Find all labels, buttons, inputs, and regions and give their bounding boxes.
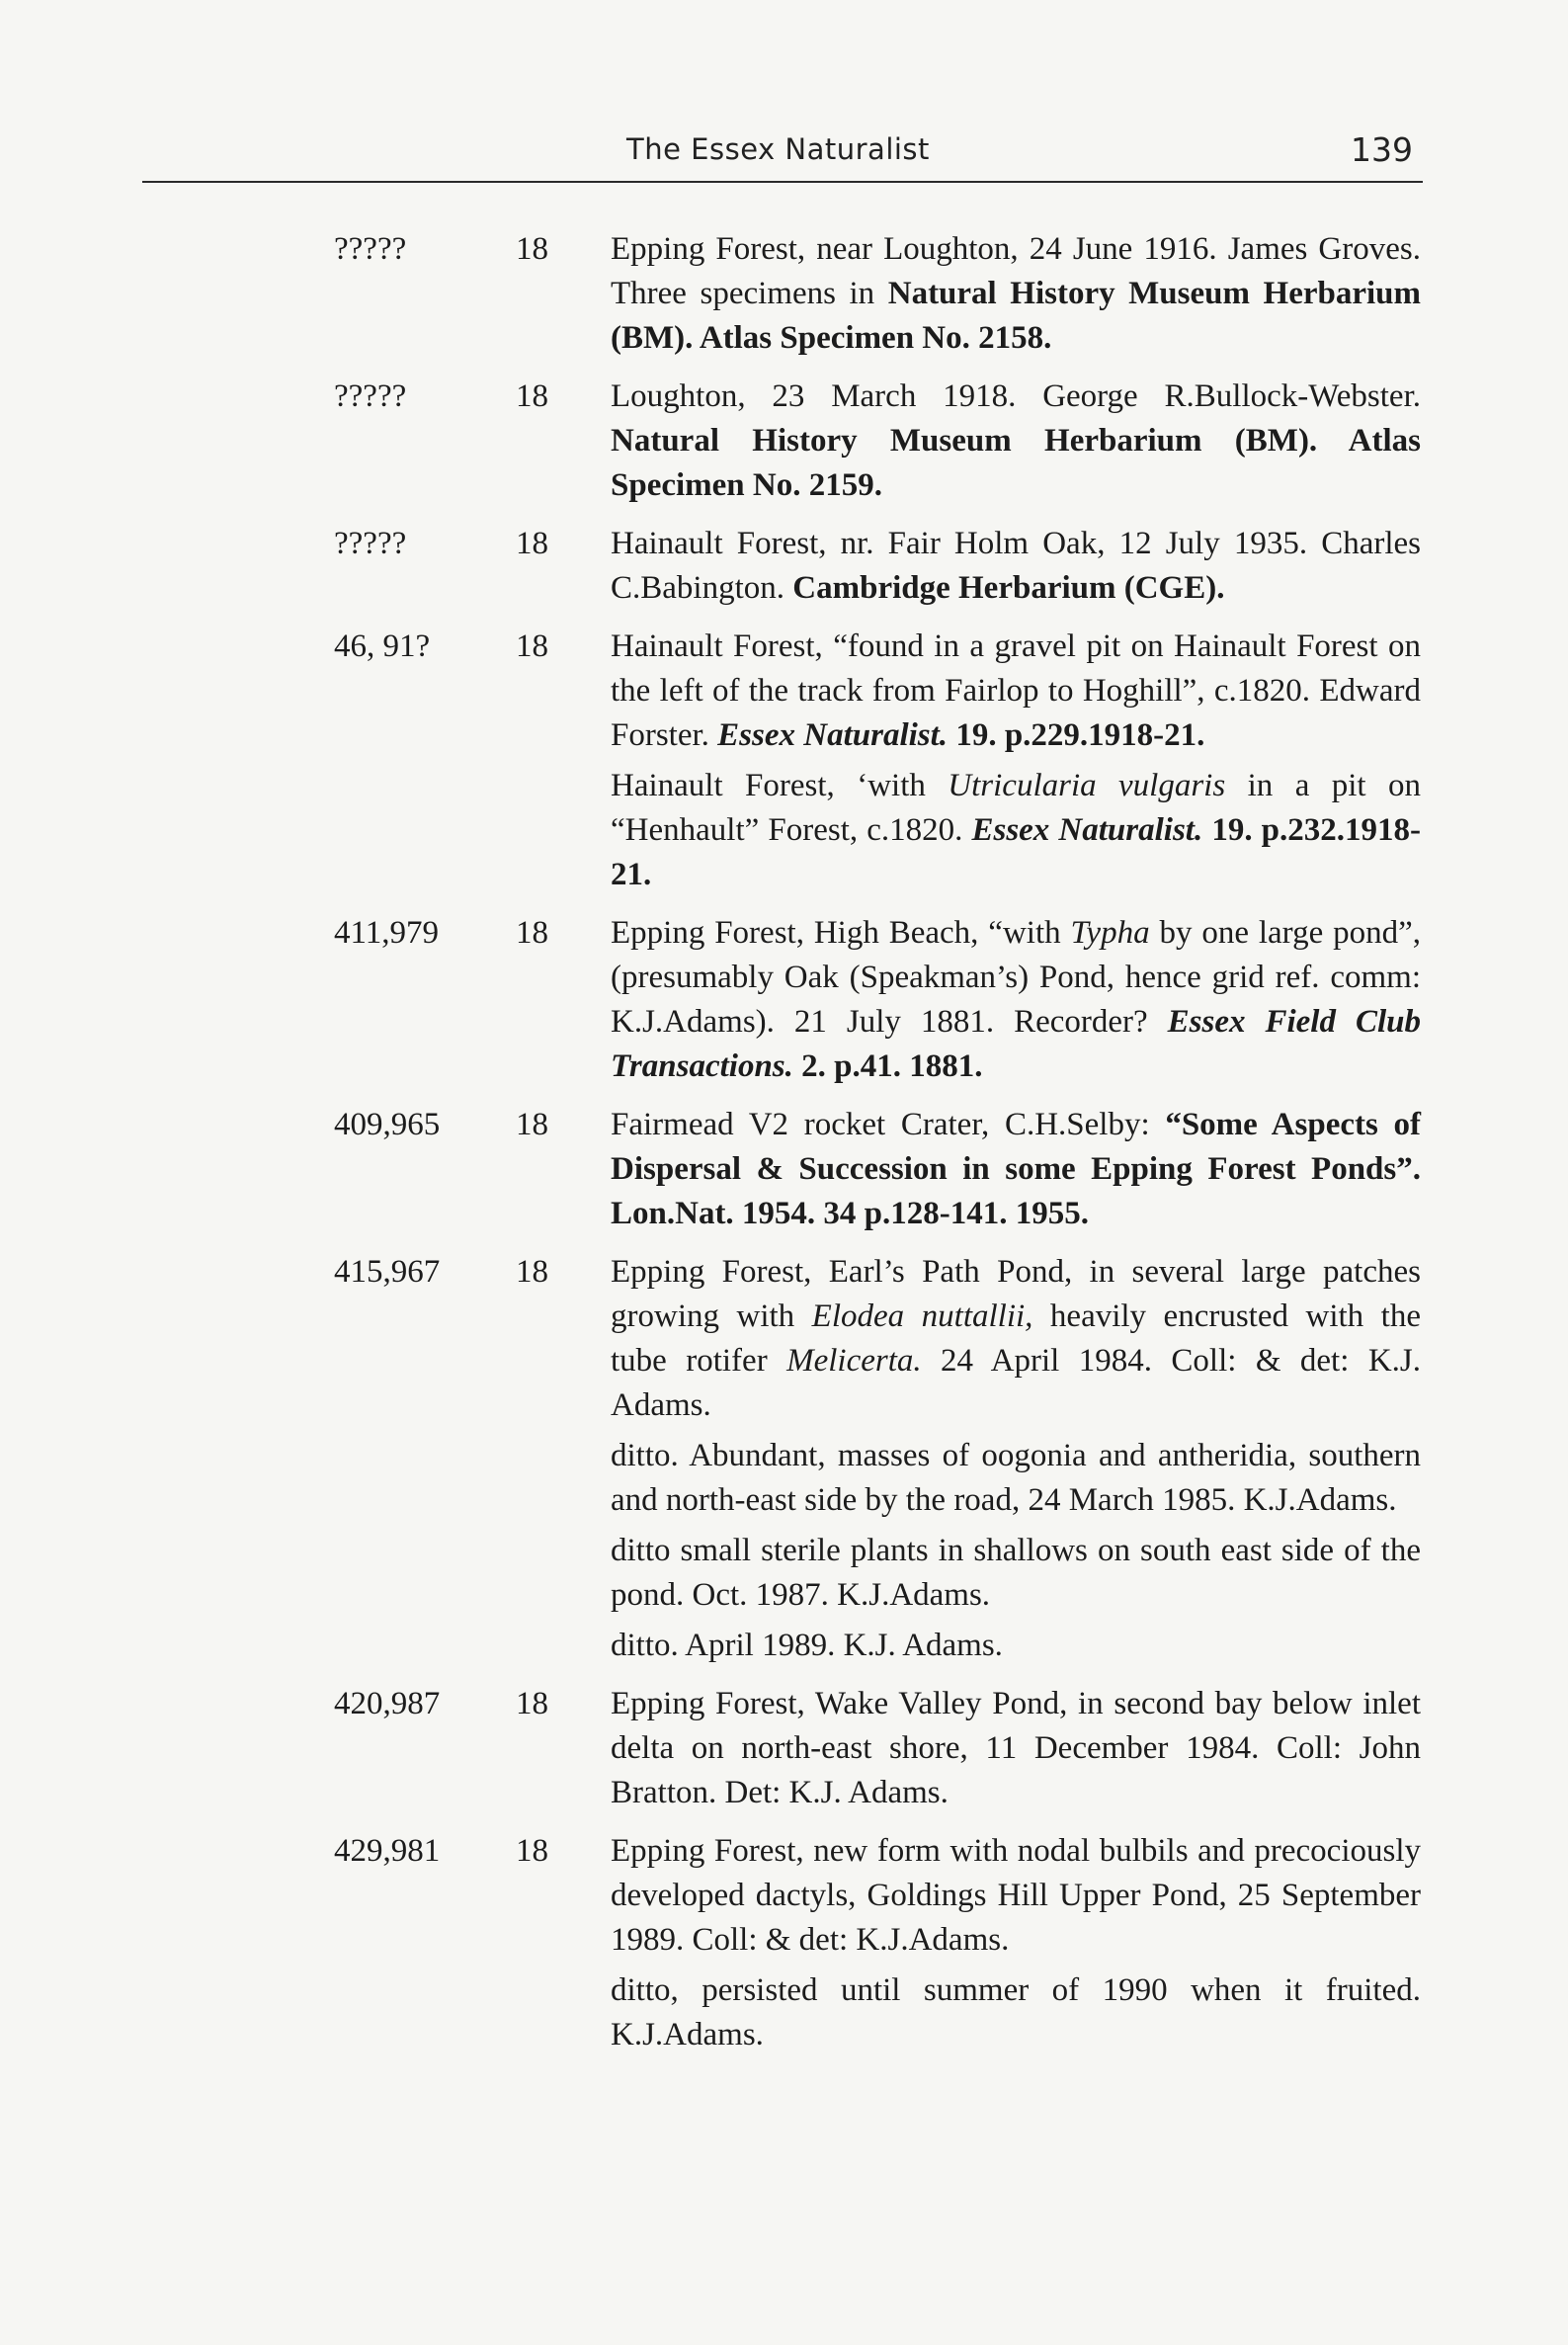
map-square: 18 [516,526,548,561]
page-number: 139 [1351,130,1413,169]
text-segment: 19. p.229.1918-21. [948,717,1205,753]
text-segment: Essex Naturalist. [717,717,949,753]
text-segment: by one large pond”, (presumably Oak (Speakman’s) Pond, hence grid ref. comm: K.J.Adams). 21 July 1881. Recorder? [611,915,1422,1040]
record-paragraph [611,375,1421,508]
text-segment: Natural History Museum Herbarium (BM). Atlas Specimen No. 2159. [611,423,1421,503]
map-square: 18 [516,915,548,951]
header-rule [142,181,1423,183]
grid-reference: ????? [334,231,407,267]
map-square: 18 [516,628,548,664]
text-segment: Essex Naturalist. [971,812,1203,848]
record-text [611,1250,1421,1668]
map-square: 18 [516,1254,548,1290]
map-square: 18 [516,378,548,414]
record-paragraph [611,1250,1421,1428]
record-text [611,1829,1421,2057]
text-segment: Hainault Forest, ‘with [611,768,949,803]
record-entry [0,1103,1568,1236]
text-segment: Epping Forest, new form with nodal bulbils and precociously developed dactyls, Goldings Hill Upper Pond, 25 September 1989. Coll: & det: K.J.Adams. [611,1833,1421,1958]
text-segment: Epping Forest, near Loughton, 24 June 1916. James Groves. Three specimens in [611,231,1421,311]
grid-reference: 429,981 [334,1833,441,1869]
text-segment: Typha [1070,915,1150,951]
text-segment: Epping Forest, High Beach, “with [611,915,1071,951]
running-header [142,128,1423,178]
text-segment: ditto. April 1989. K.J. Adams. [611,1628,1003,1663]
record-paragraph [611,1968,1421,2057]
record-paragraph [611,1103,1421,1236]
text-segment: Elodea nuttallii, [811,1298,1033,1334]
record-entry [0,375,1568,508]
record-text [611,522,1421,611]
grid-reference: ????? [334,378,407,414]
record-entry [0,227,1568,361]
grid-reference: 420,987 [334,1686,441,1721]
record-entry [0,1682,1568,1815]
text-segment: Utricularia vulgaris [948,768,1226,803]
record-text [611,625,1421,897]
text-segment: in a pit on “Henhault” Forest, c.1820. [611,768,1421,848]
text-segment: ditto small sterile plants in shallows on south east side of the pond. Oct. 1987. K.J.Adams. [611,1533,1421,1613]
map-square: 18 [516,1107,548,1142]
record-paragraph [611,1434,1421,1523]
record-entry [0,911,1568,1089]
record-paragraph [611,1529,1421,1618]
text-segment: Cambridge Herbarium (CGE). [792,570,1225,606]
text-segment: ditto. Abundant, masses of oogonia and antheridia, southern and north-east side by the road, 24 March 1985. K.J.Adams. [611,1438,1421,1518]
record-paragraph [611,1682,1421,1815]
text-segment: Melicerta. [786,1343,922,1379]
grid-reference: ????? [334,526,407,561]
text-segment: Epping Forest, Wake Valley Pond, in second bay below inlet delta on north-east shore, 11 December 1984. Coll: John Bratton. Det: K.J. Adams. [611,1686,1421,1810]
record-entry [0,1829,1568,2057]
record-text [611,1103,1421,1236]
map-square: 18 [516,1833,548,1869]
record-paragraph [611,1829,1421,1963]
record-paragraph [611,522,1421,611]
text-segment: 19. p.232.1918-21. [611,812,1422,892]
text-segment: Natural History Museum Herbarium (BM). Atlas Specimen No. 2158. [611,276,1421,356]
text-segment: heavily encrusted with the tube rotifer [611,1298,1421,1379]
record-text [611,375,1421,508]
record-entry [0,522,1568,611]
record-list [0,227,1568,2071]
text-segment: Hainault Forest, “found in a gravel pit on Hainault Forest on the left of the track from Fairlop to Hoghill”, c.1820. Edward Forster. [611,628,1421,753]
text-segment: 24 April 1984. Coll: & det: K.J. Adams. [611,1343,1421,1423]
record-text [611,911,1421,1089]
text-segment: 2. p.41. 1881. [792,1048,983,1084]
record-paragraph [611,911,1421,1089]
record-paragraph [611,1624,1421,1668]
record-entry [0,625,1568,897]
text-segment: Essex Field Club Transactions. [611,1004,1421,1084]
record-paragraph [611,764,1421,897]
record-paragraph [611,625,1421,758]
text-segment: Epping Forest, Earl’s Path Pond, in several large patches growing with [611,1254,1421,1334]
text-segment: Hainault Forest, nr. Fair Holm Oak, 12 July 1935. Charles C.Babington. [611,526,1421,606]
text-segment: Fairmead V2 rocket Crater, C.H.Selby: [611,1107,1166,1142]
text-segment: “Some Aspects of Dispersal & Succession in some Epping Forest Ponds”. Lon.Nat. 1954. 34 p.128-141. 1955. [611,1107,1421,1231]
grid-reference: 409,965 [334,1107,441,1142]
grid-reference: 411,979 [334,915,440,951]
text-segment: Loughton, 23 March 1918. George R.Bullock-Webster. [611,378,1421,414]
grid-reference: 46, 91? [334,628,431,664]
journal-title: The Essex Naturalist [626,132,930,166]
text-segment: ditto, persisted until summer of 1990 when it fruited. K.J.Adams. [611,1972,1421,2052]
record-text [611,1682,1421,1815]
map-square: 18 [516,231,548,267]
map-square: 18 [516,1686,548,1721]
record-entry [0,1250,1568,1668]
record-text [611,227,1421,361]
record-paragraph [611,227,1421,361]
grid-reference: 415,967 [334,1254,441,1290]
